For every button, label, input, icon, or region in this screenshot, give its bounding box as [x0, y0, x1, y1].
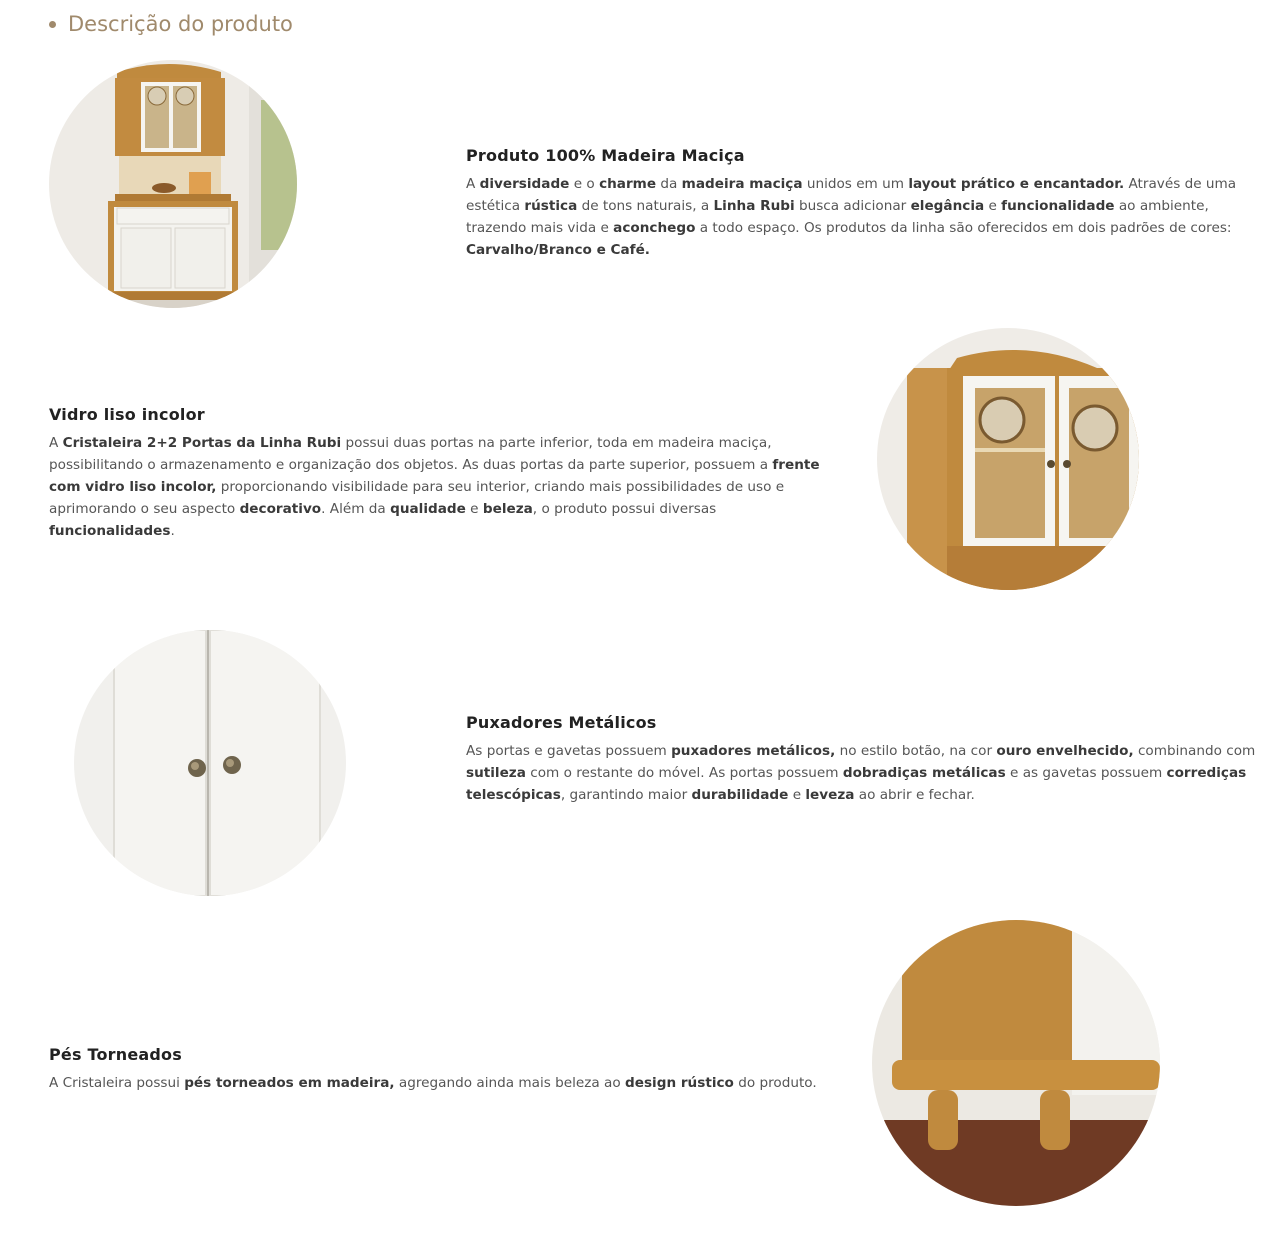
feature-title: Produto 100% Madeira Maciça — [466, 146, 745, 165]
body-text: A — [466, 176, 480, 192]
feature-description — [466, 173, 1256, 261]
emphasis-text: puxadores metálicos, — [671, 743, 836, 759]
body-text: com o restante do móvel. As portas possuem — [525, 765, 843, 781]
body-text: A — [49, 435, 63, 451]
product-image-glass-doors — [877, 328, 1139, 590]
product-image-cabinet — [49, 60, 297, 308]
body-text: a todo espaço. Os produtos da linha são oferecidos em dois padrões de cores: — [695, 220, 1232, 236]
emphasis-text: Cristaleira 2+2 Portas da Linha Rubi — [62, 435, 342, 451]
emphasis-text: madeira maciça — [681, 176, 803, 192]
emphasis-text: layout prático e encantador. — [908, 176, 1125, 192]
feature-title: Vidro liso incolor — [49, 405, 205, 424]
body-text: de tons naturais, a — [577, 198, 714, 214]
body-text: ao ambiente, trazendo mais vida e — [466, 198, 1209, 236]
emphasis-text: Linha Rubi — [713, 198, 795, 214]
emphasis-text: ouro envelhecido, — [996, 743, 1134, 759]
body-text: e o — [569, 176, 600, 192]
emphasis-text: beleza — [482, 501, 533, 517]
body-text: busca adicionar — [794, 198, 911, 214]
emphasis-text: elegância — [910, 198, 985, 214]
feature-pes-torneados — [49, 1045, 839, 1094]
body-text: do produto. — [733, 1075, 817, 1091]
emphasis-text: funcionalidade — [1001, 198, 1115, 214]
feature-description — [466, 740, 1266, 806]
section-title[interactable] — [49, 12, 293, 36]
feature-vidro-liso — [49, 405, 844, 542]
emphasis-text: durabilidade — [691, 787, 789, 803]
body-text: , garantindo maior — [560, 787, 692, 803]
feature-description — [49, 1072, 839, 1094]
section-title-label: Descrição do produto — [68, 12, 293, 36]
body-text: . — [170, 523, 175, 539]
body-text: e — [984, 198, 1002, 214]
feature-title: Puxadores Metálicos — [466, 713, 657, 732]
emphasis-text: frente com vidro liso incolor, — [49, 457, 820, 495]
emphasis-text: corrediças telescópicas — [466, 765, 1247, 803]
emphasis-text: leveza — [805, 787, 855, 803]
product-image-handles — [74, 630, 346, 896]
body-text: possui duas portas na parte inferior, toda em madeira maciça, possibilitando o armazenamento e organização dos objetos. As duas portas da parte superior, possuem a — [49, 435, 773, 473]
emphasis-text: decorativo — [239, 501, 322, 517]
feature-madeira-macica — [466, 146, 1256, 261]
feature-puxadores — [466, 713, 1266, 806]
emphasis-text: funcionalidades — [49, 523, 171, 539]
emphasis-text: qualidade — [390, 501, 466, 517]
body-text: Através de uma estética — [466, 176, 1237, 214]
body-text: e as gavetas possuem — [1005, 765, 1167, 781]
body-text: e — [788, 787, 806, 803]
emphasis-text: Carvalho/Branco e Café. — [466, 242, 650, 258]
emphasis-text: charme — [599, 176, 657, 192]
emphasis-text: design rústico — [625, 1075, 734, 1091]
body-text: proporcionando visibilidade para seu interior, criando mais possibilidades de uso e aprimorando o seu aspecto — [49, 479, 785, 517]
feature-description — [49, 432, 844, 542]
emphasis-text: sutileza — [466, 765, 526, 781]
emphasis-text: aconchego — [613, 220, 696, 236]
body-text: agregando ainda mais beleza ao — [394, 1075, 626, 1091]
body-text: e — [465, 501, 483, 517]
body-text: , o produto possui diversas — [532, 501, 717, 517]
body-text: combinando com — [1133, 743, 1256, 759]
product-image-feet — [872, 920, 1160, 1206]
body-text: ao abrir e fechar. — [854, 787, 975, 803]
emphasis-text: rústica — [524, 198, 578, 214]
emphasis-text: dobradiças metálicas — [842, 765, 1006, 781]
emphasis-text: diversidade — [479, 176, 570, 192]
body-text: As portas e gavetas possuem — [466, 743, 672, 759]
emphasis-text: pés torneados em madeira, — [184, 1075, 395, 1091]
feature-title: Pés Torneados — [49, 1045, 182, 1064]
body-text: . Além da — [321, 501, 391, 517]
body-text: A Cristaleira possui — [49, 1075, 185, 1091]
body-text: da — [656, 176, 682, 192]
body-text: no estilo botão, na cor — [835, 743, 997, 759]
body-text: unidos em um — [802, 176, 909, 192]
bullet-icon — [49, 21, 56, 28]
